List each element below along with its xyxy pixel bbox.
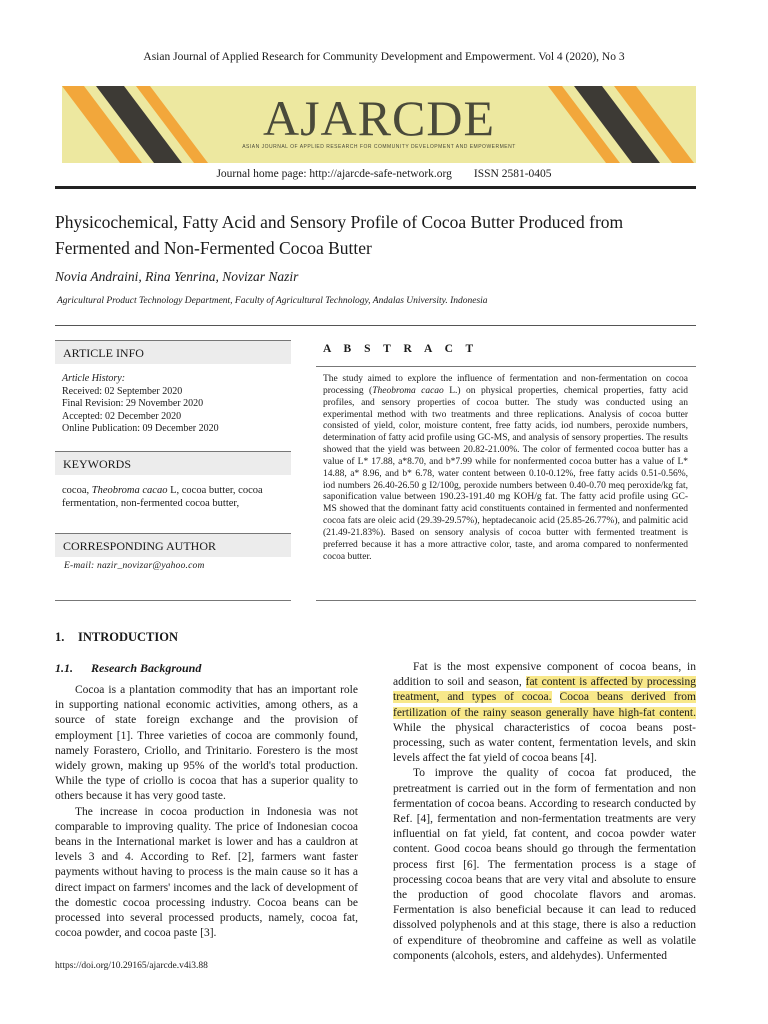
- highlight: Cocoa beans derived from fertilization of the rainy season generally have high-fat content.: [393, 691, 696, 719]
- paragraph: To improve the quality of cocoa fat produced, the pretreatment is carried out in the form of fermentation and non fermentation of cocoa beans. According to research conducted by Ref. [4], fermentation and non-fermentation treatments are very influential on fat yield, fat content, and cocoa powder water content. Good cocoa beans should go through the fermentation process first [6]. The fermentation process is a stage of processing cocoa beans that are very vital and absolute to ensure the production of good chocolate flavors and aromas. Fermentation is also beneficial because it can lead to reduced dissolved polyphenols and at this stage, there is also a reduction of expenditure of theobromine and caffeine as well as volatile components (alcohols, esters, and aldehydes). Unfermented: [393, 767, 696, 962]
- keywords-heading: KEYWORDS: [55, 451, 291, 475]
- received-date: Received: 02 September 2020: [62, 385, 183, 397]
- doi-link[interactable]: https://doi.org/10.29165/ajarcde.v4i3.88: [55, 961, 208, 971]
- abstract-text: The study aimed to explore the influence of fermentation and non-fermentation on cocoa processing (Theobroma cacao L.) on physical properties, chemical properties, fatty acid profiles, and sensory properties of cocoa butter. The study was conducted using an experimental method with two treatments and three replications. Analysis of cocoa butter consisted of yield, color, moisture content, free fatty acids, iod numbers, peroxide numbers, determination of fatty acid profile using GC-MS, and analysis of sensory properties. The results showed that the yield was between 20.82-21.00%. The color of fermented cocoa butter has a value of L* 17.88, a*8.70, and b*7.99 while for nonfermented cocoa butter has a value of L* 14.88, a* 8.96, and b* 6.78, water content between 0.10-0.12%, free fatty acids 0.51-0.56%, iod numbers 26.40-26.50 g I2/100g, peroxide numbers between 0.40-0.70 meq peroxide/kg fat, saponification value between 190.23-191.40 mg KOH/g fat. The fatty acid profile using GC-MS showed that the dominant fatty acid constituents contained in fermented and nonfermented cocoa fats are oleic acid (29.39-29.57%), heptadecanoic acid (25.85-26.77%), and palmitic acid (21.49-21.83%). Based on sensory analysis of cocoa butter with fermented treatment is preferred because it has a more attractive color, taste, and aroma compared to nonfermented cocoa butter.: [323, 374, 689, 562]
- authors: Novia Andraini, Rina Yenrina, Novizar Nazir: [55, 269, 299, 284]
- keywords-text: cocoa, Theobroma cacao L, cocoa butter, cocoa fermentation, non-fermented cocoa butter,: [62, 485, 263, 509]
- paper-title-line-1: Physicochemical, Fatty Acid and Sensory Profile of Cocoa Butter Produced from: [55, 212, 624, 232]
- highlight: fat content is affected by processing treatment, and types of cocoa.: [393, 676, 696, 704]
- body-column-left: [55, 683, 358, 941]
- revision-date: Final Revision: 29 November 2020: [62, 398, 204, 409]
- banner-subtitle: ASIAN JOURNAL OF APPLIED RESEARCH FOR COMMUNITY DEVELOPMENT AND EMPOWERMENT: [242, 144, 516, 150]
- accepted-date: Accepted: 02 December 2020: [62, 410, 182, 422]
- history-label: Article History:: [62, 373, 126, 384]
- paragraph: The increase in cocoa production in Indonesia was not comparable to improving quality. The price of Indonesian cocoa beans in the International market is lower and has a cauldron at levels 3 and 4. According to Ref. [2], farmers want faster payments without having to process is the main cause so it has a direct impact on farmers' incomes and the lack of development of the domestic cocoa processing industry. Cocoa beans can be processed into several processed products, namely, cocoa fat, cocoa powder, and cocoa paste [3].: [55, 805, 358, 940]
- banner-title: AJARCDE: [262, 90, 496, 146]
- title-rule: [55, 325, 696, 326]
- article-history: [62, 373, 219, 436]
- paper-title: [55, 209, 705, 261]
- subsection-heading-research-background: 1.1. Research Background: [55, 661, 202, 675]
- online-date: Online Publication: 09 December 2020: [62, 423, 219, 434]
- abstract-bottom-rule: [316, 600, 696, 601]
- paragraph: Fat is the most expensive component of cocoa beans, in addition to soil and season, fat content is affected by processing treatment, and types of cocoa. Cocoa beans derived from fertilization of the rainy season generally have high-fat content. While the physical characteristics of cocoa beans post-processing, such as water content, fermentation levels, and skin levels affect the fat yield of cocoa beans [4].: [393, 661, 696, 765]
- running-header: Asian Journal of Applied Research for Community Development and Empowerment. Vol 4 (2020), No 3: [143, 51, 625, 63]
- abstract-heading: A B S T R A C T: [323, 343, 479, 355]
- corresponding-author-heading: CORRESPONDING AUTHOR: [55, 533, 291, 557]
- paper-title-line-2: Fermented and Non-Fermented Cocoa Butter: [55, 238, 372, 258]
- left-panel-rule: [55, 600, 291, 601]
- article-info-heading: ARTICLE INFO: [55, 340, 291, 364]
- paragraph: Cocoa is a plantation commodity that has an important role in supporting national economic activities, among others, as a source of state foreign exchange and the provision of employment [1]. Three varieties of cocoa are commonly found, namely Forastero, Criollo, and Trinitario. Forestero is the most widely grown, making up 95% of the world's total production. While the type of criollo is cocoa that has a superior quality to others because it has very good taste.: [55, 684, 358, 803]
- affiliation: Agricultural Product Technology Department, Faculty of Agricultural Technology, Andalas University. Indonesia: [57, 296, 488, 306]
- journal-homepage: Journal home page: http://ajarcde-safe-network.org: [216, 168, 452, 180]
- corresponding-email[interactable]: E-mail: nazir_novizar@yahoo.com: [64, 561, 205, 571]
- abstract-rule: [316, 366, 696, 367]
- journal-line: [0, 167, 768, 181]
- body-column-right: [393, 660, 696, 964]
- journal-issn: ISSN 2581-0405: [473, 168, 552, 180]
- journal-banner: [62, 86, 696, 163]
- section-heading-introduction: 1. INTRODUCTION: [55, 630, 179, 644]
- header-rule: [55, 186, 696, 189]
